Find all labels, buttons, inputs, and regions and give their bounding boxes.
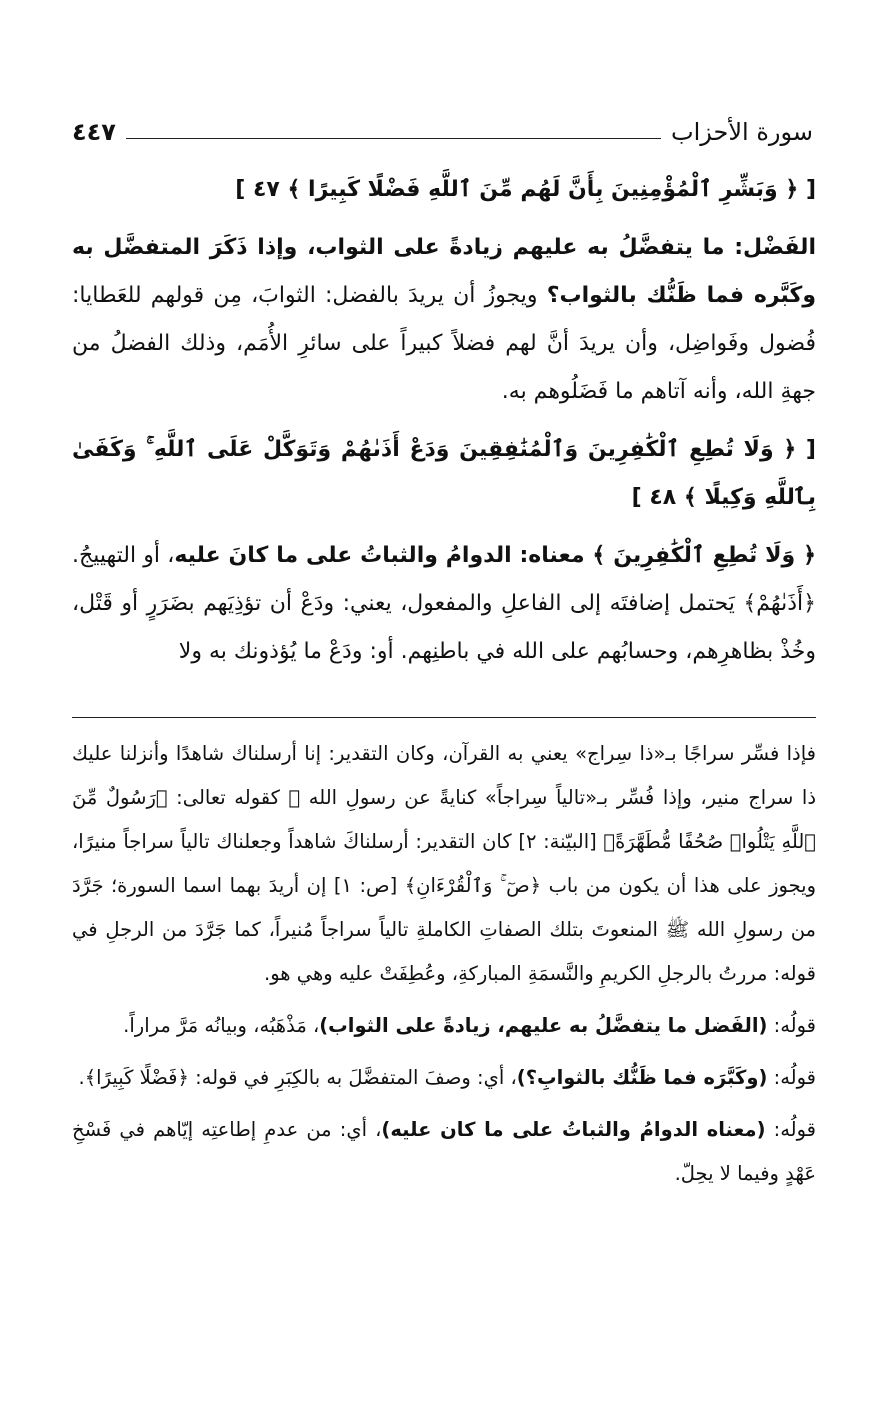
footnote-3-body: ، أي: وصفَ المتفضَّلَ به بالكِبَرِ في قوله: ﴿فَضْلًا كَبِيرًا﴾. xyxy=(78,1066,517,1089)
footnote-3-quote: (وكَبَّرَه فما ظَنُّك بالثوابِ؟) xyxy=(516,1066,768,1089)
main-text xyxy=(72,166,816,676)
surah-title: سورة الأحزاب xyxy=(671,118,813,146)
footnote-2-quote: (الفَضل ما يتفضَّلُ به عليهم، زيادةً على الثواب) xyxy=(319,1014,768,1037)
header-rule xyxy=(126,138,661,139)
page-number: ٤٤٧ xyxy=(72,118,116,146)
commentary-paragraph-1 xyxy=(72,224,816,416)
footnote-2-body: ، مَذْهَبُه، وبيانُه مَرَّ مراراً. xyxy=(123,1014,320,1037)
commentary-paragraph-2 xyxy=(72,532,816,676)
footnote-4-body: ، أي: من عدمِ إطاعتِه إيّاهم في فَسْخِ عَهْدٍ وفيما لا يحِلّ. xyxy=(72,1118,816,1185)
footnotes xyxy=(72,732,816,1196)
footnote-4-quote: (معناه الدوامُ والثباتُ على ما كان عليه) xyxy=(381,1118,766,1141)
footnote-3 xyxy=(72,1056,816,1100)
footnote-4-label: قولُه: xyxy=(765,1118,816,1141)
page-header xyxy=(72,112,813,152)
verse-48: [ ﴿ وَلَا تُطِعِ ٱلْكَٰفِرِينَ وَٱلْمُنَٰفِقِينَ وَدَعْ أَذَىٰهُمْ وَتَوَكَّلْ عَلَى ٱللَّهِ ۚ وَكَفَىٰ بِٱللَّهِ وَكِيلًا ﴾ ٤٨ ] xyxy=(72,437,816,510)
footnote-3-label: قولُه: xyxy=(767,1066,816,1089)
commentary-2-lead: ﴿ وَلَا تُطِعِ ٱلْكَٰفِرِينَ ﴾ معناه: الدوامُ والثباتُ على ما كانَ عليه xyxy=(174,543,816,568)
commentary-2-body: ، أو التهييجُ. ﴿أَذَىٰهُمْ﴾ يَحتمل إضافتَه إلى الفاعلِ والمفعول، يعني: ودَعْ أن تؤذِيَهم بضَرَرٍ أو قَتْل، وخُذْ بظاهرِهم، وحسابُهم على الله في باطنِهم. أو: ودَعْ ما يُؤذونك به ولا xyxy=(72,543,816,664)
footnote-4 xyxy=(72,1108,816,1196)
footnote-2 xyxy=(72,1004,816,1048)
verse-47: [ ﴿ وَبَشِّرِ ٱلْمُؤْمِنِينَ بِأَنَّ لَهُم مِّنَ ٱللَّهِ فَضْلًا كَبِيرًا ﴾ ٤٧ ] xyxy=(235,177,816,202)
footnote-2-label: قولُه: xyxy=(767,1014,816,1037)
footnote-1: فإذا فسِّر سراجًا بـ«ذا سِراج» يعني به القرآن، وكان التقدير: إنا أرسلناك شاهدًا وأنزلنا عليك ذا سراج منير، وإذا فُسِّر بـ«تالياً سِراجاً» كنايةً عن رسولِ الله ﷺ كقوله تعالى: ﴿رَسُولٌ مِّنَ ٱللَّهِ يَتْلُوا۟ صُحُفًا مُّطَهَّرَةً﴾ [البيّنة: ٢] كان التقدير: أرسلناكَ شاهداً وجعلناك تالياً سراجاً منيرًا، ويجوز على هذا أن يكون من باب ﴿صٓ ۚ وَٱلْقُرْءَانِ﴾ [ص: ١] إن أريدَ بهما اسما السورة؛ جَرَّدَ من رسولِ الله ﷺ المنعوتَ بتلك الصفاتِ الكاملةِ تالياً سراجاً مُنيراً، كما جَرَّدَ من الرجلِ في قوله: مررتُ بالرجلِ الكريمِ والنَّسمَةِ المباركةِ، وعُطِفَتْ عليه وهي هو. xyxy=(72,742,816,985)
footnote-divider xyxy=(72,717,816,718)
commentary-1-lead: الفَضْل: ما يتفضَّلُ به عليهم زيادةً على الثواب، وإذا ذَكَرَ المتفضَّل به وكَبَّره فما ظَنُّك بالثواب؟ xyxy=(72,235,817,308)
commentary-1-body: ويجوزُ أن يريدَ بالفضل: الثوابَ، مِن قولهم للعَطايا: فُضول وفَواضِل، وأن يريدَ أنَّ لهم فضلاً كبيراً على سائرِ الأُمَم، وذلك الفضلُ من جهةِ الله، وأنه آتاهم ما فَضَلُوهم به. xyxy=(72,283,816,404)
